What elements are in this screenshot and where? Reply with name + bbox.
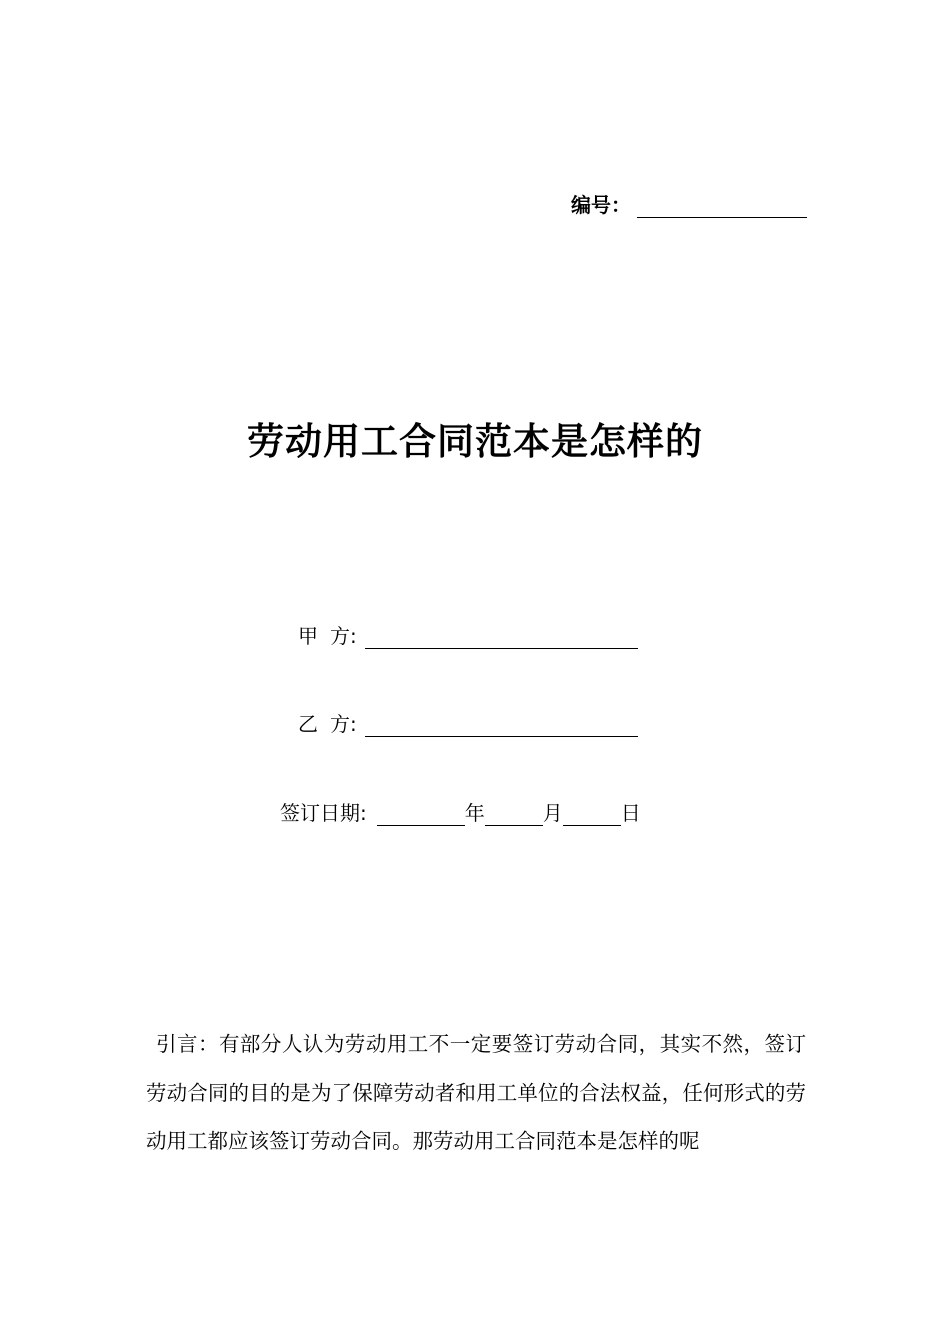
party-a-line bbox=[298, 620, 638, 649]
party-b-line bbox=[298, 708, 638, 737]
party-a-blank bbox=[365, 626, 638, 649]
party-a-label: 甲 方: bbox=[298, 624, 357, 648]
signing-date-label: 签订日期: bbox=[280, 801, 367, 825]
month-blank bbox=[485, 803, 543, 826]
document-title: 劳动用工合同范本是怎样的 bbox=[247, 420, 703, 463]
intro-paragraph: 引言：有部分人认为劳动用工不一定要签订劳动合同，其实不然，签订劳动合同的目的是为了保障劳动者和用工单位的合法权益，任何形式的劳动用工都应该签订劳动合同。那劳动用工合同范本是怎样的呢 bbox=[146, 1032, 806, 1153]
year-blank bbox=[377, 803, 465, 826]
party-b-blank bbox=[365, 714, 638, 737]
serial-number-label: 编号： bbox=[571, 193, 631, 217]
serial-number-blank bbox=[637, 193, 807, 218]
serial-number-line bbox=[571, 189, 807, 218]
party-b-label: 乙 方: bbox=[298, 712, 357, 736]
year-unit: 年 bbox=[464, 801, 485, 825]
signing-date-line bbox=[280, 797, 641, 826]
day-unit: 日 bbox=[620, 801, 641, 825]
month-unit: 月 bbox=[542, 801, 563, 825]
day-blank bbox=[563, 803, 621, 826]
